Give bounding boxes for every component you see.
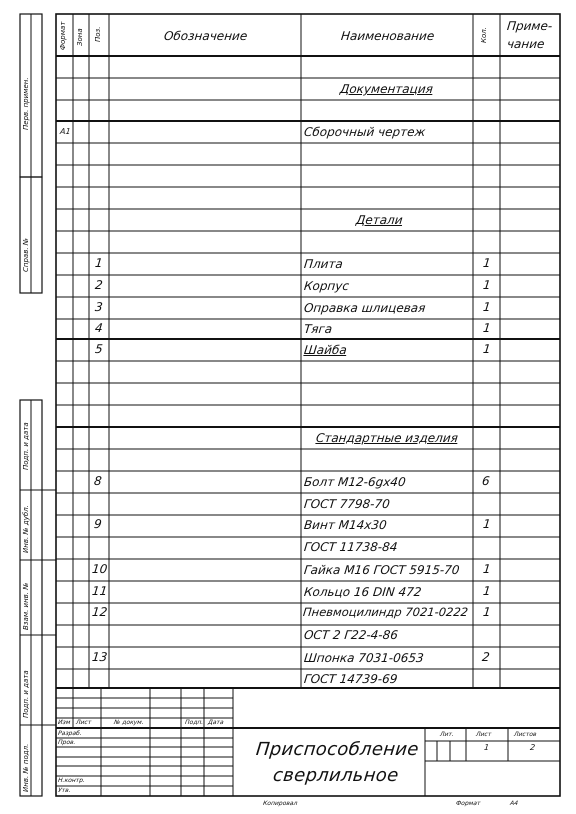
s9-pos: 9: [93, 517, 103, 531]
tb-razrab: Разраб.: [57, 730, 82, 737]
tb-podp: Подп.: [184, 719, 204, 726]
d2-pos: 2: [94, 278, 104, 292]
tb-prov: Пров.: [57, 739, 76, 746]
doc-name: Сборочный чертеж: [303, 125, 427, 139]
header-qty: Кол.: [480, 27, 488, 43]
d4-qty: 1: [482, 321, 492, 335]
header-note-1: Приме-: [506, 19, 553, 33]
side-label-perv-primen: Перв. примен.: [22, 77, 30, 130]
s8-name: Болт М12-6gх40: [303, 475, 407, 489]
tb-nkontr: Н.контр.: [57, 777, 86, 784]
s8-pos: 8: [93, 474, 103, 488]
footer-format-label: Формат: [455, 800, 481, 807]
side-label-inv-dubl: Инв. № дубл.: [22, 505, 30, 553]
s10-name: Гайка М16 ГОСТ 5915-70: [303, 563, 461, 577]
s9-gost: ГОСТ 11738-84: [303, 540, 399, 554]
d3-pos: 3: [94, 300, 104, 314]
side-label-podp-data-1: Подп. и дата: [22, 422, 30, 470]
tb-sheet-label: Лист: [475, 731, 492, 738]
side-label-podp-data-2: Подп. и дата: [22, 670, 30, 718]
s10-pos: 10: [91, 562, 109, 576]
d5-pos: 5: [94, 342, 104, 356]
side-label-inv-podl: Инв. № подл.: [22, 743, 30, 792]
header-note-2: чание: [506, 37, 546, 51]
d3-qty: 1: [482, 300, 492, 314]
header-designation: Обозначение: [163, 29, 249, 43]
s11-pos: 11: [91, 584, 109, 598]
header-pos: Поз.: [94, 26, 102, 42]
d2-name: Корпус: [303, 279, 350, 293]
s13-name: Шпонка 7031-0653: [303, 651, 425, 665]
tb-list: Лист: [75, 719, 92, 726]
s11-name: Кольцо 16 DIN 472: [303, 585, 423, 599]
tb-sheet-value: 1: [483, 743, 490, 752]
section-standard: Стандартные изделия: [315, 431, 459, 445]
d1-pos: 1: [94, 256, 104, 270]
s12-qty: 1: [482, 605, 492, 619]
header-format: Формат: [59, 21, 67, 50]
s13-gost: ГОСТ 14739-69: [303, 672, 399, 686]
section-documentation: Документация: [339, 82, 434, 96]
s8-gost: ГОСТ 7798-70: [303, 497, 391, 511]
s11-qty: 1: [482, 584, 492, 598]
tb-lit: Лит.: [439, 731, 455, 738]
header-name: Наименование: [340, 29, 436, 43]
tb-utv: Утв.: [57, 787, 72, 794]
d2-qty: 1: [482, 278, 492, 292]
tb-izm: Изм: [57, 719, 71, 726]
s12-ost: ОСТ 2 Г22-4-86: [303, 628, 399, 642]
footer-format-value: А4: [509, 800, 519, 807]
d1-name: Плита: [303, 257, 344, 271]
d5-name: Шайба: [303, 343, 348, 357]
section-details: Детали: [355, 213, 404, 227]
s10-qty: 1: [482, 562, 492, 576]
tb-title-line2: сверлильное: [271, 765, 400, 786]
header-zone: Зона: [76, 28, 84, 46]
tb-title-line1: Приспособление: [254, 739, 420, 760]
d4-pos: 4: [94, 321, 104, 335]
s13-qty: 2: [481, 650, 491, 664]
tb-data: Дата: [207, 719, 224, 726]
s12-pos: 12: [91, 605, 109, 619]
tb-sheets-value: 2: [529, 743, 536, 752]
s8-qty: 6: [481, 474, 491, 488]
tb-sheets-label: Листов: [513, 731, 537, 738]
d5-qty: 1: [482, 342, 492, 356]
s13-pos: 13: [91, 650, 109, 664]
d4-name: Тяга: [303, 322, 333, 336]
s12-name: Пневмоцилиндр 7021-0222: [302, 605, 469, 619]
d3-name: Оправка шлицевая: [303, 301, 427, 315]
tb-ndokum: № докум.: [113, 719, 144, 726]
s9-name: Винт М14х30: [303, 518, 388, 532]
d1-qty: 1: [482, 256, 492, 270]
footer-copied: Копировал: [262, 800, 298, 807]
side-label-sprav: Справ. №: [22, 237, 30, 272]
doc-format: А1: [59, 127, 72, 136]
side-label-vzam-inv: Взам. инв. №: [22, 582, 30, 630]
s9-qty: 1: [482, 517, 492, 531]
